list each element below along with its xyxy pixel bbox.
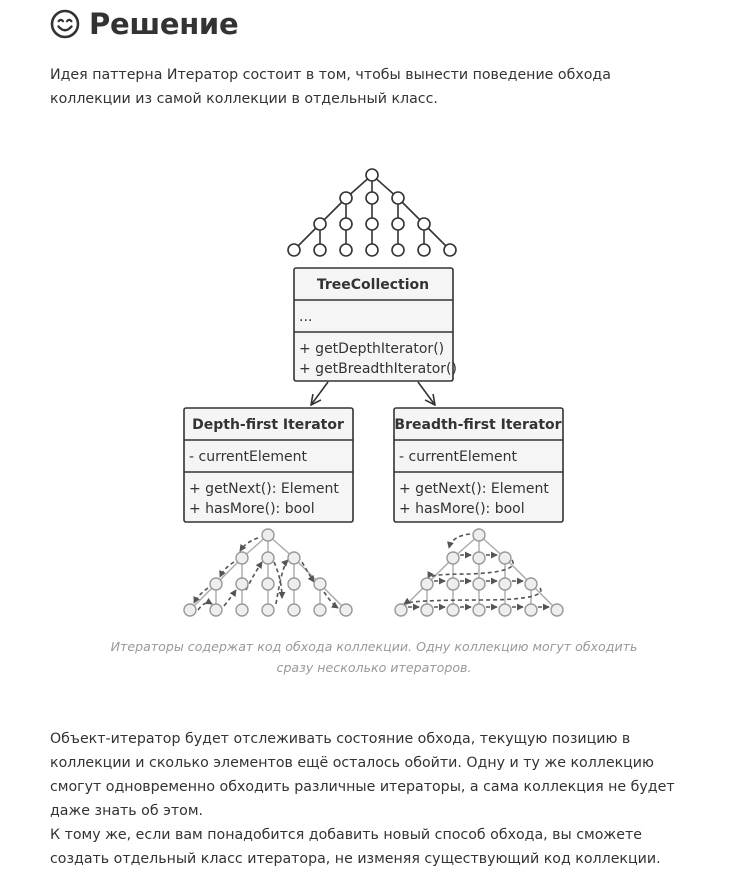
breadth-iterator-class: [394, 408, 563, 522]
breadth-iterator-name: Breadth-first Iterator: [394, 417, 562, 433]
breadth-iterator-method: + hasMore(): bool: [399, 501, 525, 517]
collection-tree-icon: [288, 169, 456, 256]
tree-collection-fields: ...: [299, 309, 313, 325]
tree-collection-class: [294, 268, 457, 381]
page-title: Решение: [89, 7, 239, 41]
diagram-caption: Итераторы содержат код обхода коллекции. Одну коллекцию могут обходить сразу несколько итераторов.: [110, 639, 638, 675]
body-paragraph: Объект-итератор будет отслеживать состояние обхода, текущую позицию в коллекции и сколько элементов ещё осталось обойти. Одну и ту же коллекцию смогут одновременно обходить различные итераторы, а сама коллекция не будет даже знать об этом.: [50, 731, 675, 819]
tree-collection-name: TreeCollection: [316, 277, 430, 293]
iterator-diagram: [0, 150, 735, 630]
arrow-to-depth-iterator: [311, 382, 328, 405]
breadth-iterator-field: - currentElement: [399, 449, 517, 465]
arrow-to-breadth-iterator: [418, 382, 435, 405]
depth-iterator-field: - currentElement: [189, 449, 307, 465]
section-heading: [50, 4, 238, 44]
depth-iterator-method: + hasMore(): bool: [189, 501, 315, 517]
tree-collection-method: + getBreadthIterator(): [299, 361, 457, 377]
smiley-icon: [50, 9, 80, 39]
body-paragraph: К тому же, если вам понадобится добавить новый способ обхода, вы сможете создать отдельный класс итератора, не изменяя существующий код коллекции.: [50, 827, 661, 867]
tree-collection-method: + getDepthIterator(): [299, 341, 445, 357]
intro-paragraph: Идея паттерна Итератор состоит в том, чтобы вынести поведение обхода коллекции из самой коллекции в отдельный класс.: [50, 67, 611, 107]
depth-iterator-name: Depth-first Iterator: [192, 417, 344, 433]
depth-traversal-tree-icon: [184, 529, 352, 616]
depth-iterator-method: + getNext(): Element: [189, 481, 339, 497]
depth-iterator-class: [184, 408, 353, 522]
breadth-iterator-method: + getNext(): Element: [399, 481, 549, 497]
breadth-traversal-tree-icon: [395, 529, 563, 616]
